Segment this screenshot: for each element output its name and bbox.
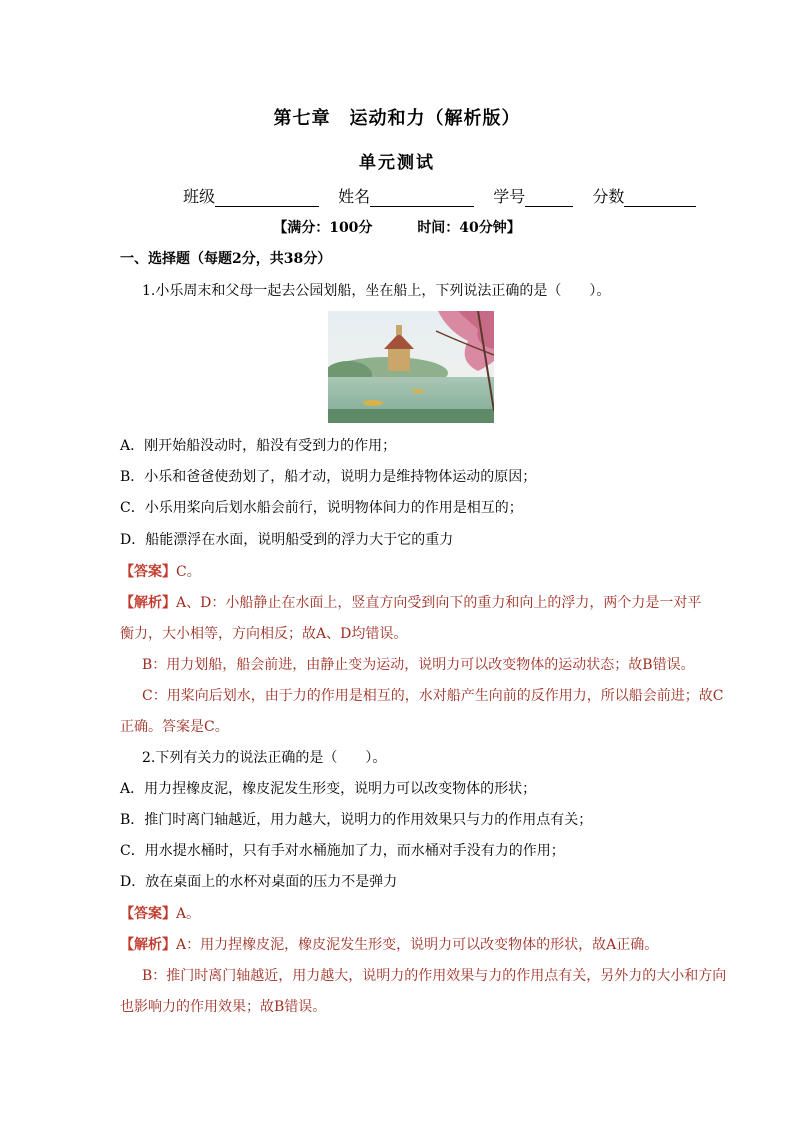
q2-option-a: A．用力捏橡皮泥，橡皮泥发生形变，说明力可以改变物体的形状； bbox=[120, 781, 537, 797]
q1-analysis-text1: A、D：小船静止在水面上，竖直方向受到向下的重力和向上的浮力，两个力是一对平 bbox=[176, 595, 702, 611]
q2-option-d: D．放在桌面上的水杯对桌面的压力不是弹力 bbox=[120, 874, 398, 890]
q2-analysis-label: 【解析】 bbox=[120, 937, 176, 953]
document-subtitle: 单元测试 bbox=[359, 153, 435, 173]
q1-analysis-line3: B：用力划船，船会前进，由静止变为运动，说明力可以改变物体的运动状态；故B错误。 bbox=[142, 657, 695, 673]
q1-answer-label: 【答案】 bbox=[120, 564, 176, 580]
q2-analysis-line3: 也影响力的作用效果；故B错误。 bbox=[120, 999, 327, 1015]
name-label: 姓名 bbox=[338, 187, 371, 206]
park-lake-illustration bbox=[328, 311, 494, 423]
exam-time: 时间：40分钟】 bbox=[417, 220, 521, 236]
q1-option-d: D．船能漂浮在水面，说明船受到的浮力大于它的重力 bbox=[120, 532, 454, 548]
section-heading: 一、选择题（每题2分，共38分） bbox=[120, 251, 332, 267]
q1-option-a: A．刚开始船没动时，船没有受到力的作用； bbox=[120, 438, 397, 454]
q1-analysis-label: 【解析】 bbox=[120, 595, 176, 611]
q2-option-c: C．用水提水桶时，只有手对水桶施加了力，而水桶对手没有力的作用； bbox=[120, 843, 565, 859]
q2-option-b: B．推门时离门轴越近，用力越大，说明力的作用效果只与力的作用点有关； bbox=[120, 812, 593, 828]
q1-option-b: B．小乐和爸爸使劲划了，船才动，说明力是维持物体运动的原因； bbox=[120, 469, 537, 485]
id-blank bbox=[525, 190, 573, 207]
q1-analysis-line4: C：用桨向后划水，由于力的作用是相互的，水对船产生向前的反作用力，所以船会前进；故C bbox=[142, 688, 724, 704]
student-info-line bbox=[183, 184, 696, 207]
q2-answer-label: 【答案】 bbox=[120, 906, 176, 922]
q1-option-c: C．小乐用桨向后划水船会前行，说明物体间力的作用是相互的； bbox=[120, 500, 523, 516]
q2-answer-value: A。 bbox=[176, 906, 201, 922]
id-label: 学号 bbox=[493, 187, 526, 206]
class-label: 班级 bbox=[183, 187, 216, 206]
q2-answer bbox=[120, 904, 200, 924]
q1-analysis-line1 bbox=[120, 593, 701, 613]
score-blank bbox=[624, 190, 696, 207]
score-label: 分数 bbox=[592, 187, 625, 206]
name-blank bbox=[370, 190, 474, 207]
q1-answer-value: C。 bbox=[176, 564, 201, 580]
exam-meta bbox=[0, 217, 794, 237]
q2-stem: 2.下列有关力的说法正确的是（ ）。 bbox=[142, 750, 387, 766]
q2-analysis-line2: B：推门时离门轴越近，用力越大，说明力的作用效果与力的作用点有关，另外力的大小和方向 bbox=[142, 968, 727, 984]
q1-stem: 1.小乐周末和父母一起去公园划船，坐在船上，下列说法正确的是（ ）。 bbox=[142, 283, 611, 299]
q2-analysis-text1: A：用力捏橡皮泥，橡皮泥发生形变，说明力可以改变物体的形状，故A正确。 bbox=[176, 937, 659, 953]
full-score: 【满分：100分 bbox=[273, 220, 373, 236]
q1-analysis-line2: 衡力，大小相等，方向相反；故A、D均错误。 bbox=[120, 626, 408, 642]
q1-analysis-line5: 正确。答案是C。 bbox=[120, 719, 229, 735]
class-blank bbox=[215, 190, 319, 207]
document-title: 第七章 运动和力（解析版） bbox=[273, 108, 521, 129]
q2-analysis-line1 bbox=[120, 935, 658, 955]
q1-photo-park-boating bbox=[328, 311, 494, 423]
q1-answer bbox=[120, 562, 201, 582]
